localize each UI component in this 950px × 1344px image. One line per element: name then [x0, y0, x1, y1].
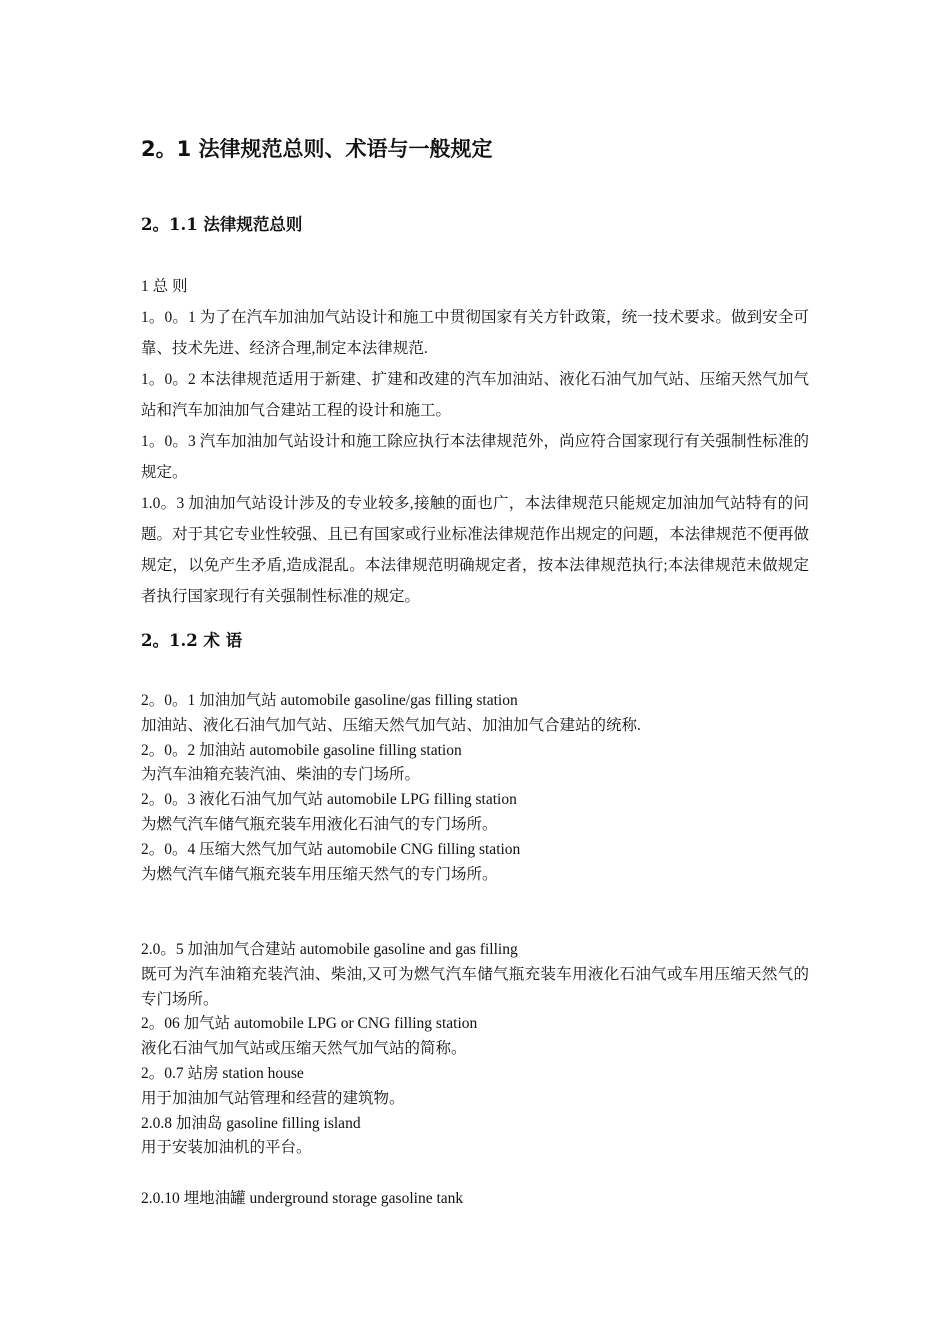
terms-list-c: [141, 1187, 809, 1212]
clause-1-0-3-note: 1.0。3 加油加气站设计涉及的专业较多,接触的面也广，本法律规范只能规定加油加气站特有的问题。对于其它专业性较强、且已有国家或行业标准法律规范作出规定的问题，本法律规范不便再做规定，以免产生矛盾,造成混乱。本法律规范明确规定者，按本法律规范执行;本法律规范未做规定者执行国家现行有关强制性标准的规定。: [141, 495, 809, 605]
section-title-general: 2。1.1 法律规范总则: [141, 215, 303, 234]
term-2-0-3: 2。0。3 液化石油气加气站 automobile LPG filling station: [141, 791, 517, 809]
section-title-terms: 2。1.2 术 语: [141, 631, 243, 650]
page-heading: 2。1 法律规范总则、术语与一般规定: [141, 137, 493, 161]
term-2-0-6-def: 液化石油气加气站或压缩天然气加气站的简称。: [141, 1040, 467, 1058]
term-2-0-4-def: 为燃气汽车储气瓶充装车用压缩天然气的专门场所。: [141, 865, 498, 883]
section-general-body: [141, 271, 809, 612]
clause-1-0-1: 1。0。1 为了在汽车加油加气站设计和施工中贯彻国家有关方针政策，统一技术要求。做到安全可靠、技术先进、经济合理,制定本法律规范.: [141, 309, 809, 357]
term-2-0-2: 2。0。2 加油站 automobile gasoline filling station: [141, 741, 462, 759]
clause-1-0-3: 1。0。3 汽车加油加气站设计和施工除应执行本法律规范外，尚应符合国家现行有关强制性标准的规定。: [141, 433, 809, 481]
term-2-0-1-def: 加油站、液化石油气加气站、压缩天然气加气站、加油加气合建站的统称.: [141, 716, 641, 734]
term-2-0-5: 2.0。5 加油加气合建站 automobile gasoline and gas filling: [141, 941, 518, 958]
term-2-0-10: 2.0.10 埋地油罐 underground storage gasoline tank: [141, 1190, 464, 1207]
term-2-0-3-def: 为燃气汽车储气瓶充装车用液化石油气的专门场所。: [141, 815, 498, 833]
term-2-0-4: 2。0。4 压缩大然气加气站 automobile CNG filling station: [141, 840, 521, 858]
term-2-0-8: 2.0.8 加油岛 gasoline filling island: [141, 1114, 361, 1132]
term-2-0-7-def: 用于加油加气站管理和经营的建筑物。: [141, 1089, 405, 1107]
clause-1-0-2: 1。0。2 本法律规范适用于新建、扩建和改建的汽车加油站、液化石油气加气站、压缩天然气加气站和汽车加油加气合建站工程的设计和施工。: [141, 371, 809, 419]
term-2-0-2-def: 为汽车油箱充装汽油、柴油的专门场所。: [141, 766, 421, 784]
term-2-0-1: 2。0。1 加油加气站 automobile gasoline/gas filling station: [141, 692, 518, 709]
term-2-0-6: 2。06 加气站 automobile LPG or CNG filling station: [141, 1015, 478, 1033]
terms-list-a: [141, 689, 809, 887]
term-2-0-8-def: 用于安装加油机的平台。: [141, 1139, 312, 1157]
chapter-subtitle: 1 总 则: [141, 278, 188, 295]
terms-list-b: [141, 938, 809, 1161]
term-2-0-5-def: 既可为汽车油箱充装汽油、柴油,又可为燃气汽车储气瓶充装车用液化石油气或车用压缩天然气的专门场所。: [141, 965, 809, 1008]
term-2-0-7: 2。0.7 站房 station house: [141, 1064, 304, 1082]
